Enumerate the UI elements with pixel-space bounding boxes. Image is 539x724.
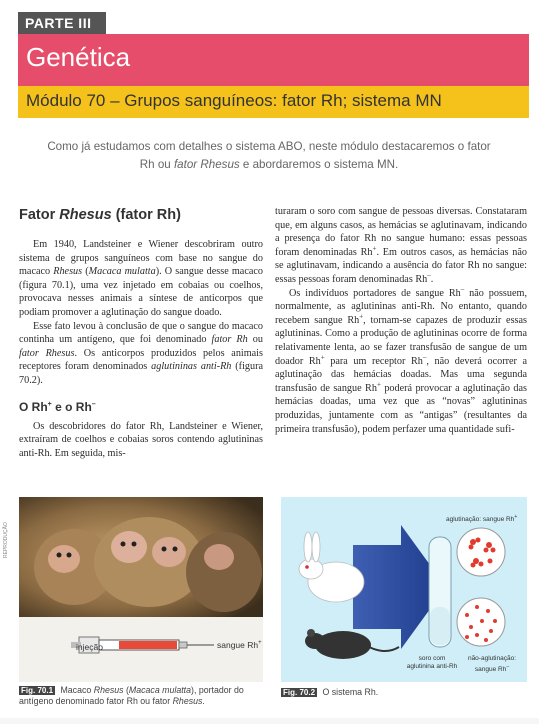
page-footer	[0, 718, 539, 724]
figure-70-2-caption: Fig. 70.2 O sistema Rh.	[283, 687, 379, 697]
agglutination-label: aglutinação: sangue Rh+	[446, 514, 518, 524]
figure-tag: Fig. 70.2	[283, 688, 316, 697]
agglutination-dish	[457, 528, 505, 576]
module-title: Módulo 70 – Grupos sanguíneos: fator Rh; sistema MN	[26, 91, 442, 110]
subject-title: Genética	[26, 42, 131, 72]
figure-rh-system	[281, 497, 527, 682]
injection-label: injeção	[76, 642, 103, 652]
subject-banner	[18, 34, 529, 86]
paragraph: Os descobridores do fator Rh, Landsteiner e Wiener, extraíram de coelhos e cobaias soros contendo aglutininas anti-Rh. Em seguida, mis-	[19, 420, 263, 459]
paragraph: turaram o soro com sangue de pessoas diversas. Constataram que, em alguns casos, as hemácias se aglutinavam, indicando a presença do fator Rh no sangue humano: essas pessoas foram denominadas Rh+. Em outros casos, as hemácias não se aglutinavam, indicando a ausência do fator Rh no sangue: essas pessoas foram denominadas Rh–.	[275, 206, 528, 285]
left-column	[19, 205, 263, 460]
figure-monkey	[19, 497, 263, 682]
part-label: PARTE III	[18, 12, 106, 34]
copyright-note: REPRODUÇÃO	[3, 522, 9, 558]
figure-tag: Fig. 70.1	[21, 686, 54, 695]
serum-label: soro com aglutinina anti-Rh	[406, 655, 458, 670]
paragraph: Os indivíduos portadores de sangue Rh– não possuem, normalmente, as aglutininas anti-Rh. No entanto, quando recebem sangue Rh+, tornam-se capazes de produzir essas aglutininas. Como a produção de aglutininas ocorre de forma relativamente lenta, ao se fazer transfusão de sangue de um doador Rh+ para um receptor Rh–, não deverá ocorrer a aglutinação das hemácias doadas. Mas uma segunda transfusão de sangue Rh+ poderá provocar a aglutinação das hemácias doadas, uma vez que as “novas” aglutininas produzidas, juntamente com as “antigas” (resultantes da primeira transfusão), podem perfazer uma quantidade sufi-	[275, 285, 527, 435]
figure-70-1-caption: Fig. 70.1 Macaco Rhesus (Macaca mulatta), portador do antígeno denominado fator Rh ou fator Rhesus.	[19, 685, 244, 706]
paragraph: Esse fato levou à conclusão de que o sangue do macaco continha um antígeno, que foi denominado fator Rh ou fator Rhesus. Os anticorpos produzidos pelos animais receptores foram denominados aglutininas anti-Rh (figura 70.2).	[19, 320, 263, 386]
section-title-rhesus: Fator Rhesus (fator Rh)	[19, 207, 181, 223]
right-column	[275, 205, 527, 436]
intro-paragraph: Como já estudamos com detalhes o sistema ABO, neste módulo destacaremos o fator Rh ou fator Rhesus e abordaremos o sistema MN.	[47, 140, 491, 171]
blood-rh-positive-label: sangue Rh+	[217, 640, 262, 650]
module-banner	[18, 86, 529, 118]
non-agglutination-label: não-aglutinação: sangue Rh–	[467, 655, 517, 674]
section-title-rh-types: O Rh+ e o Rh–	[19, 399, 96, 414]
paragraph: Em 1940, Landsteiner e Wiener descobriram outro sistema de grupos sanguíneos com base no sangue do macaco Rhesus (Macaca mulatta). O sangue desse macaco (figura 70.1), uma vez injetado em cobaias ou coelhos, provocava nesses animais a síntese de anticorpos que podiam promover a aglutinação do sangue doado.	[19, 239, 263, 318]
monkey-illustration	[19, 497, 263, 682]
